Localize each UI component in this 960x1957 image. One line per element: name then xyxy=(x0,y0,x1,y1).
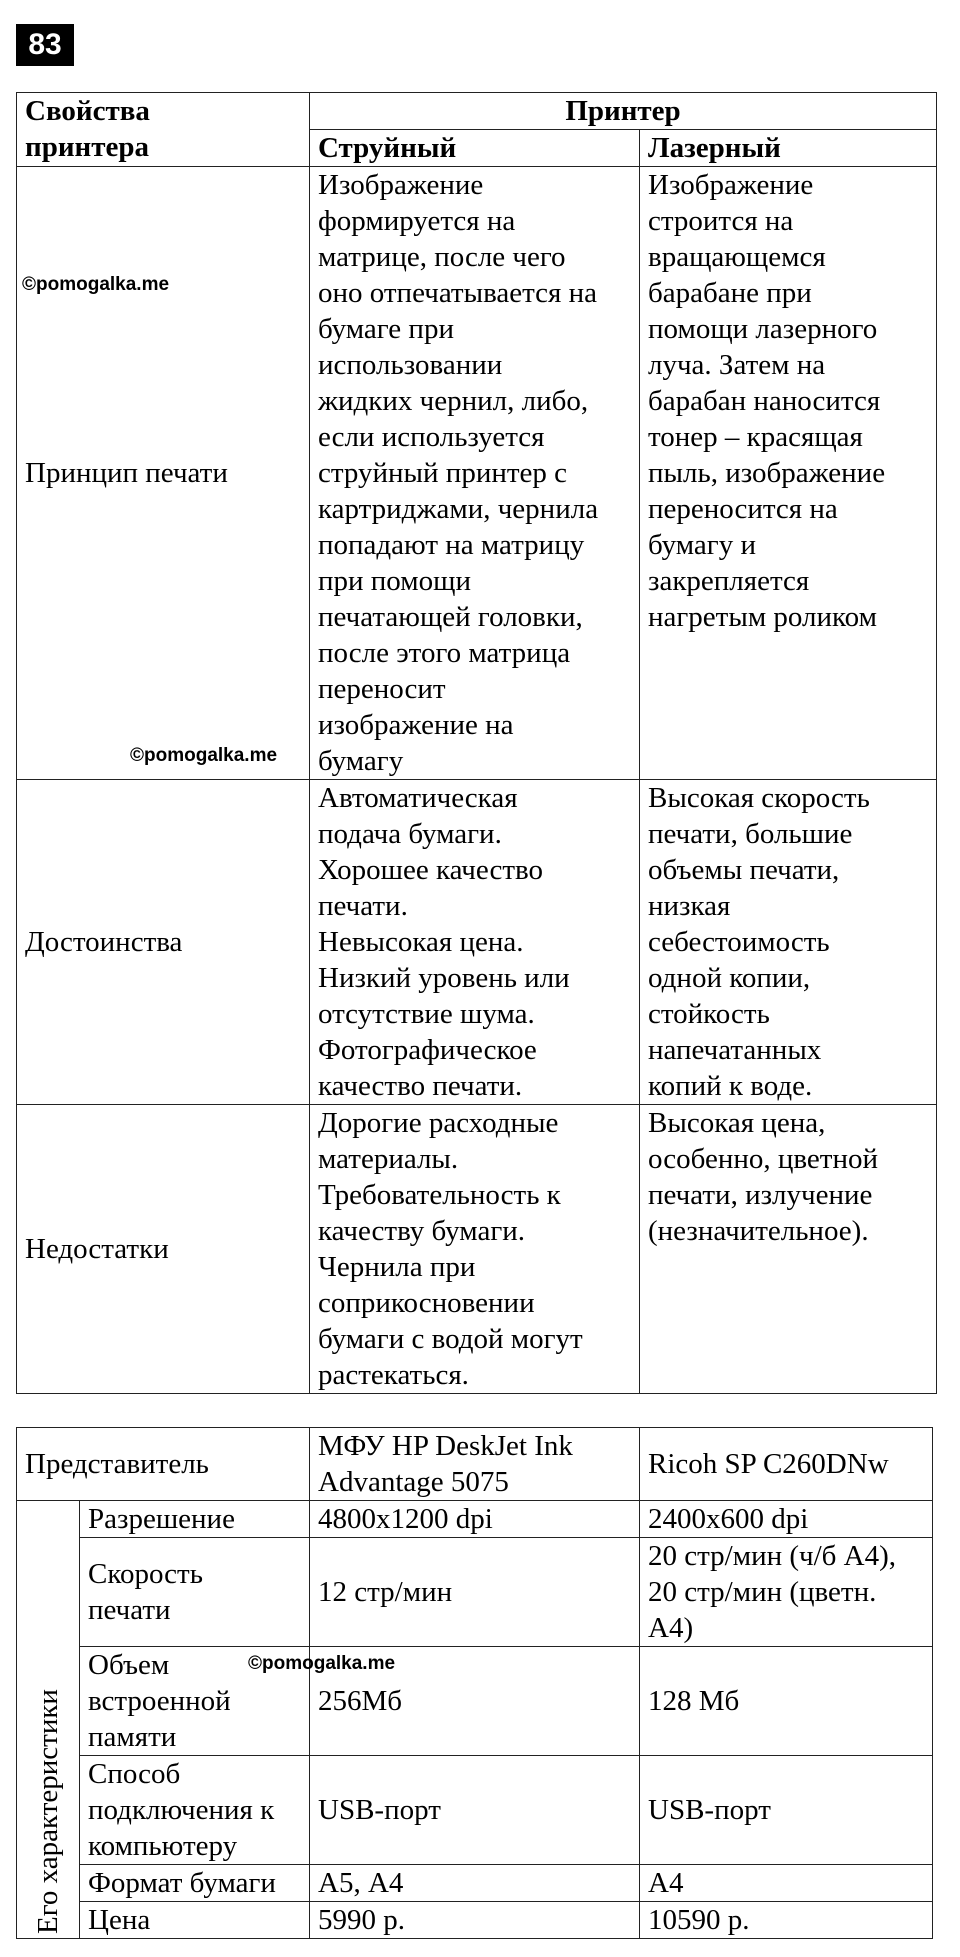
table-header-row xyxy=(17,93,937,130)
laser-spec-value: 2400x600 dpi xyxy=(640,1501,933,1538)
row-label-advantages: Достоинства xyxy=(17,780,310,1105)
inkjet-spec-value: А5, А4 xyxy=(310,1865,640,1902)
laser-model: Ricoh SP C260DNw xyxy=(640,1428,933,1501)
page-number-badge: 83 xyxy=(16,24,74,66)
table-row xyxy=(17,780,937,1105)
laser-spec-value: А4 xyxy=(640,1865,933,1902)
spec-label: Цена xyxy=(80,1902,310,1939)
laser-principle: Изображение строится на вращающемся барабане при помощи лазерного луча. Затем на барабан наносится тонер – красящая пыль, изображение переносится на бумагу и закрепляется нагретым роликом xyxy=(640,167,937,780)
watermark: ©pomogalka.me xyxy=(248,1653,396,1674)
table-row xyxy=(17,1865,933,1902)
laser-spec-value: USB-порт xyxy=(640,1756,933,1865)
printer-header: Принтер xyxy=(310,93,937,130)
characteristics-group-label xyxy=(17,1501,80,1939)
inkjet-spec-value: USB-порт xyxy=(310,1756,640,1865)
laser-spec-value: 20 стр/мин (ч/б А4), 20 стр/мин (цветн. А4) xyxy=(640,1538,933,1647)
inkjet-principle: Изображение формируется на матрице, после чего оно отпечатывается на бумаге при использовании жидких чернил, либо, если используется струйный принтер с картриджами, чернила попадают на матрицу при помощи печатающей головки, после этого матрица переносит изображение на бумагу xyxy=(310,167,640,780)
inkjet-spec-value: 12 стр/мин xyxy=(310,1538,640,1647)
laser-header: Лазерный xyxy=(640,130,937,167)
table-row xyxy=(17,1501,933,1538)
row-label-principle: Принцип печати xyxy=(17,167,310,780)
spec-label: Формат бумаги xyxy=(80,1865,310,1902)
laser-spec-value: 10590 р. xyxy=(640,1902,933,1939)
representative-label: Представитель xyxy=(17,1428,310,1501)
laser-spec-value: 128 Мб xyxy=(640,1647,933,1756)
spec-label: Скорость печати xyxy=(80,1538,310,1647)
properties-header: Свойства принтера xyxy=(17,93,310,167)
inkjet-advantages: Автоматическая подача бумаги. Хорошее качество печати. Невысокая цена. Низкий уровень или отсутствие шума. Фотографическое качество печати. xyxy=(310,780,640,1105)
spec-label: Разрешение xyxy=(80,1501,310,1538)
inkjet-header: Струйный xyxy=(310,130,640,167)
table-row xyxy=(17,1105,937,1394)
inkjet-model: МФУ HP DeskJet Ink Advantage 5075 xyxy=(310,1428,640,1501)
spec-label: Объем встроенной памяти xyxy=(80,1647,310,1756)
laser-disadvantages: Высокая цена, особенно, цветной печати, излучение (незначительное). xyxy=(640,1105,937,1394)
spec-label: Способ подключения к компьютеру xyxy=(80,1756,310,1865)
watermark: ©pomogalka.me xyxy=(22,274,170,295)
inkjet-spec-value: 256Мб xyxy=(310,1647,640,1756)
table-row xyxy=(17,167,937,780)
inkjet-disadvantages: Дорогие расходные материалы. Требовательность к качеству бумаги. Чернила при соприкосновении бумаги с водой могут растекаться. xyxy=(310,1105,640,1394)
row-label-disadvantages: Недостатки xyxy=(17,1105,310,1394)
table-row xyxy=(17,1428,933,1501)
characteristics-label-text: Его характеристики xyxy=(32,1689,64,1934)
table-row xyxy=(17,1647,933,1756)
table-row xyxy=(17,1756,933,1865)
watermark: ©pomogalka.me xyxy=(130,745,278,766)
laser-advantages: Высокая скорость печати, большие объемы печати, низкая себестоимость одной копии, стойкость напечатанных копий к воде. xyxy=(640,780,937,1105)
printer-models-table xyxy=(16,1427,933,1939)
inkjet-spec-value: 4800x1200 dpi xyxy=(310,1501,640,1538)
inkjet-spec-value: 5990 р. xyxy=(310,1902,640,1939)
table-row xyxy=(17,1902,933,1939)
table-row xyxy=(17,1538,933,1647)
